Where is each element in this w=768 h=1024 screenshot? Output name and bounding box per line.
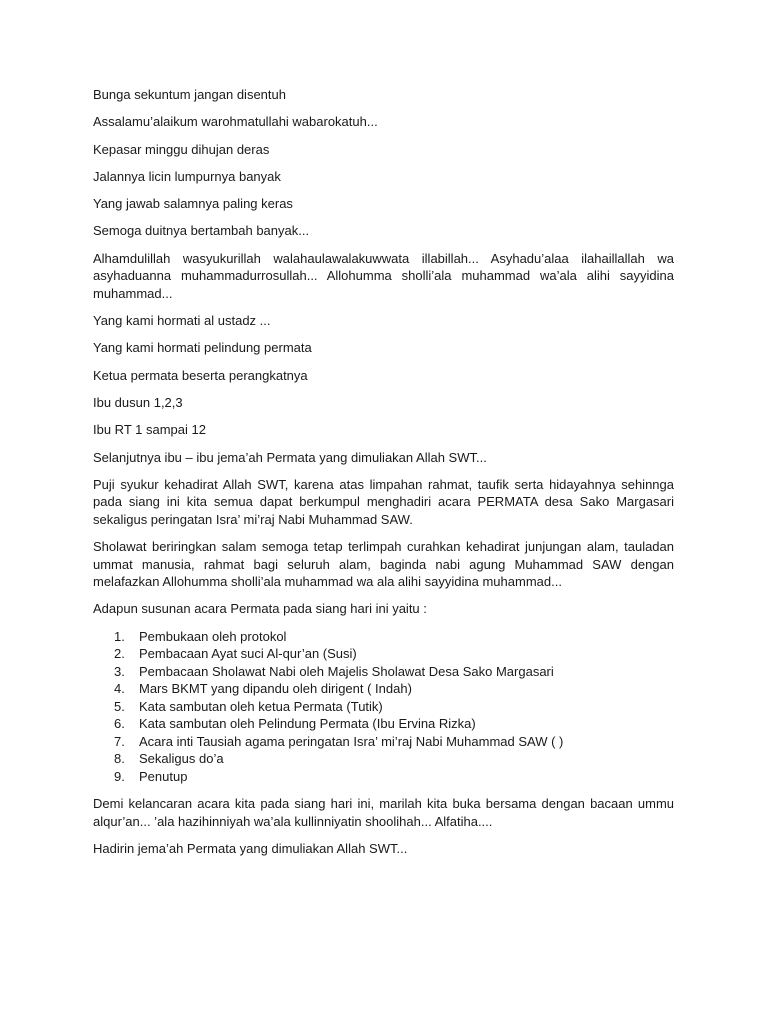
paragraph: Ibu dusun 1,2,3 <box>93 394 183 410</box>
document-page <box>93 86 674 867</box>
list-item-text: Kata sambutan oleh Pelindung Permata (Ibu Ervina Rizka) <box>139 716 476 732</box>
list-item-text: Kata sambutan oleh ketua Permata (Tutik) <box>139 698 383 714</box>
list-item-text: Pembacaan Sholawat Nabi oleh Majelis Sholawat Desa Sako Margasari <box>139 663 554 679</box>
paragraph: Puji syukur kehadirat Allah SWT, karena atas limpahan rahmat, taufik serta hidayahnya sehinnga pada siang ini kita semua dapat berkumpul menghadiri acara PERMATA desa Sako Margasari sekaligus peringatan Isra’ mi’raj Nabi Muhammad SAW. <box>93 476 674 527</box>
paragraph: Adapun susunan acara Permata pada siang hari ini yaitu : <box>93 601 427 617</box>
paragraph: Hadirin jema’ah Permata yang dimuliakan Allah SWT... <box>93 840 408 856</box>
paragraph: Jalannya licin lumpurnya banyak <box>93 168 281 184</box>
list-item-number: 6. <box>114 716 125 732</box>
paragraph: Demi kelancaran acara kita pada siang hari ini, marilah kita buka bersama dengan bacaan ummu alqur’an... ’ala hazihinniyah wa’ala kullinniyatin shoolihah... Alfatiha.... <box>93 796 674 829</box>
list-item <box>93 715 674 733</box>
paragraph: Yang kami hormati al ustadz ... <box>93 313 271 329</box>
list-item-text: Penutup <box>139 768 188 784</box>
paragraph: Kepasar minggu dihujan deras <box>93 141 270 157</box>
paragraph: Bunga sekuntum jangan disentuh <box>93 87 286 102</box>
list-item <box>93 680 674 698</box>
paragraph: Assalamu’alaikum warohmatullahi wabarokatuh... <box>93 114 378 130</box>
list-item-number: 8. <box>114 751 125 767</box>
list-item-number: 7. <box>114 733 125 749</box>
list-item-number: 9. <box>114 768 125 784</box>
list-item <box>93 768 674 786</box>
list-item <box>93 698 674 716</box>
list-item <box>93 750 674 768</box>
paragraph: Yang kami hormati pelindung permata <box>93 340 312 356</box>
list-item <box>93 645 674 663</box>
paragraph: Alhamdulillah wasyukurillah walahaulawalakuwwata illabillah... Asyhadu’alaa ilahaillallah wa asyhaduanna muhammadurrosullah... Allohumma sholli’ala muhammad wa’ala alihi sayyidina muhammad... <box>93 250 674 301</box>
list-item-number: 3. <box>114 663 125 679</box>
list-item-text: Mars BKMT yang dipandu oleh dirigent ( Indah) <box>139 681 412 697</box>
agenda-list <box>93 628 674 786</box>
list-item-text: Sekaligus do’a <box>139 751 224 767</box>
paragraph: Yang jawab salamnya paling keras <box>93 196 293 212</box>
list-item-text: Pembacaan Ayat suci Al-qur’an (Susi) <box>139 646 357 662</box>
paragraph: Ketua permata beserta perangkatnya <box>93 367 308 383</box>
list-item <box>93 663 674 681</box>
list-item-number: 4. <box>114 681 125 697</box>
paragraph: Semoga duitnya bertambah banyak... <box>93 223 310 239</box>
list-item <box>93 733 674 751</box>
list-item-text: Pembukaan oleh protokol <box>139 628 287 644</box>
paragraph: Sholawat beriringkan salam semoga tetap terlimpah curahkan kehadirat junjungan alam, tauladan ummat manusia, rahmat bagi seluruh alam, baginda nabi agung Muhammad SAW dengan melafazkan Allohumma sholli’ala muhammad wa ala alihi sayyidina muhammad... <box>93 539 674 590</box>
list-item <box>93 628 674 646</box>
list-item-number: 5. <box>114 698 125 714</box>
list-item-text: Acara inti Tausiah agama peringatan Isra’ mi’raj Nabi Muhammad SAW ( ) <box>139 733 564 749</box>
paragraph: Selanjutnya ibu – ibu jema’ah Permata yang dimuliakan Allah SWT... <box>93 449 487 465</box>
list-item-number: 2. <box>114 646 125 662</box>
paragraph: Ibu RT 1 sampai 12 <box>93 422 206 438</box>
list-item-number: 1. <box>114 628 125 644</box>
